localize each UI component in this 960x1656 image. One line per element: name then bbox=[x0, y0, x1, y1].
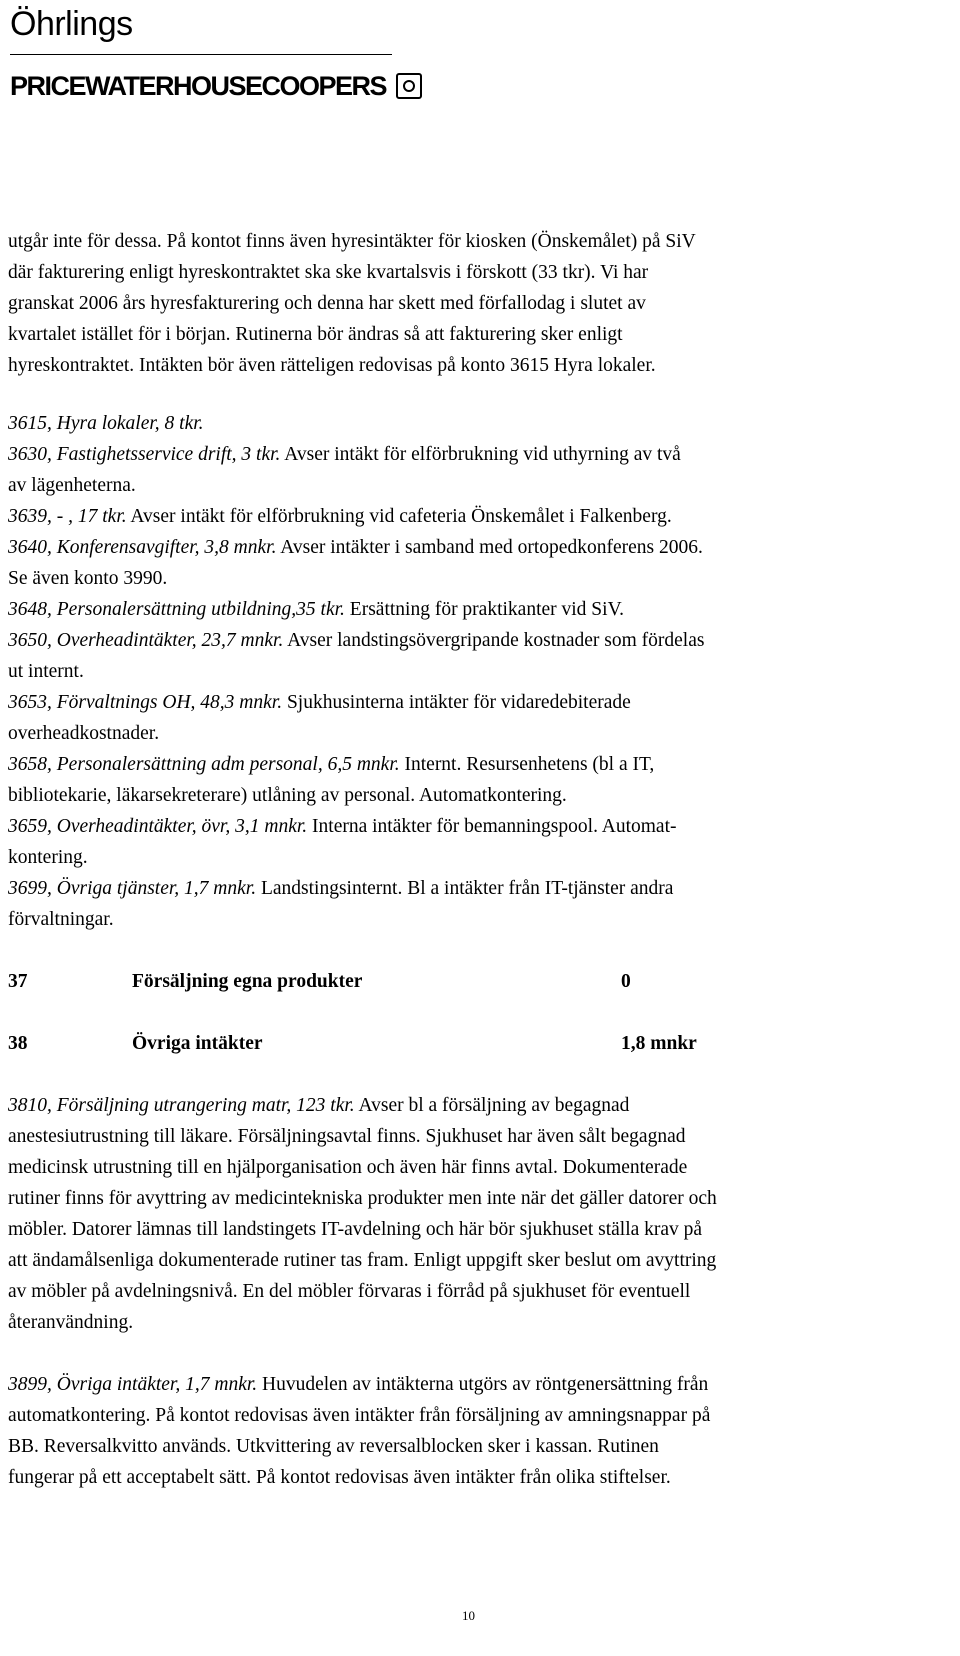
logo-ohrlings: Öhrlings bbox=[10, 5, 133, 43]
intro-line: hyreskontraktet. Intäkten bör även rätteligen redovisas på konto 3615 Hyra lokaler. bbox=[8, 355, 656, 376]
paragraph-line: fungerar på ett acceptabelt sätt. På kontot redovisas även intäkter från olika stiftelser. bbox=[8, 1467, 671, 1488]
section-number: 38 bbox=[8, 1033, 28, 1054]
section-title: Övriga intäkter bbox=[132, 1033, 263, 1054]
section-title: Försäljning egna produkter bbox=[132, 971, 363, 992]
account-text: Huvudelen av intäkterna utgörs av röntgenersättning från bbox=[257, 1374, 709, 1395]
paragraph-line: anestesiutrustning till läkare. Försäljningsavtal finns. Sjukhuset har även sålt begagnad bbox=[8, 1126, 686, 1147]
account-text: Ersättning för praktikanter vid SiV. bbox=[344, 599, 625, 620]
paragraph-line: att ändamålsenliga dokumenterade rutiner tas fram. Enligt uppgift sker beslut om avyttring bbox=[8, 1250, 717, 1271]
intro-line: där fakturering enligt hyreskontraktet ska ske kvartalsvis i förskott (33 tkr). Vi har bbox=[8, 262, 649, 283]
account-text: Sjukhusinterna intäkter för vidaredebiterade bbox=[282, 692, 631, 713]
account-key: 3653, Förvaltnings OH, 48,3 mnkr. bbox=[8, 692, 283, 713]
document-body bbox=[8, 226, 938, 1493]
account-3640-cont: Se även konto 3990. bbox=[8, 568, 168, 589]
logo-divider bbox=[10, 54, 392, 55]
account-key: 3639, - , 17 tkr. bbox=[8, 506, 127, 527]
paragraph-line: återanvändning. bbox=[8, 1312, 134, 1333]
account-3658-cont: bibliotekarie, läkarsekreterare) utlåning av personal. Automatkontering. bbox=[8, 785, 567, 806]
registered-mark-icon bbox=[396, 73, 422, 99]
account-3648 bbox=[8, 594, 938, 625]
account-3650 bbox=[8, 625, 938, 656]
account-key: 3699, Övriga tjänster, 1,7 mnkr. bbox=[8, 878, 257, 899]
account-key: 3630, Fastighetsservice drift, 3 tkr. bbox=[8, 444, 281, 465]
account-3810 bbox=[8, 1090, 938, 1121]
account-3653-cont: overheadkostnader. bbox=[8, 723, 160, 744]
account-key: 3659, Overheadintäkter, övr, 3,1 mnkr. bbox=[8, 816, 308, 837]
account-3630 bbox=[8, 439, 938, 470]
account-3640 bbox=[8, 532, 938, 563]
intro-line: granskat 2006 års hyresfakturering och denna har skett med förfallodag i slutet av bbox=[8, 293, 646, 314]
account-text: Avser intäkt för elförbrukning vid uthyrning av två bbox=[280, 444, 681, 465]
account-key: 3650, Overheadintäkter, 23,7 mnkr. bbox=[8, 630, 284, 651]
account-text: Avser bl a försäljning av begagnad bbox=[354, 1095, 630, 1116]
account-3653 bbox=[8, 687, 938, 718]
account-key: 3615, Hyra lokaler, 8 tkr. bbox=[8, 413, 204, 434]
account-key: 3899, Övriga intäkter, 1,7 mnkr. bbox=[8, 1374, 258, 1395]
account-3659-cont: kontering. bbox=[8, 847, 88, 868]
account-text: Avser landstingsövergripande kostnader som fördelas bbox=[283, 630, 705, 651]
account-text: Landstingsinternt. Bl a intäkter från IT-tjänster andra bbox=[256, 878, 674, 899]
account-3658 bbox=[8, 749, 938, 780]
account-key: 3648, Personalersättning utbildning,35 tkr. bbox=[8, 599, 345, 620]
section-amount: 0 bbox=[621, 971, 631, 992]
account-text: Avser intäkter i samband med ortopedkonferens 2006. bbox=[276, 537, 703, 558]
paragraph-line: automatkontering. På kontot redovisas även intäkter från försäljning av amningsnappar på bbox=[8, 1405, 711, 1426]
section-number: 37 bbox=[8, 971, 28, 992]
paragraph-line: medicinsk utrustning till en hjälporganisation och även här finns avtal. Dokumenterade bbox=[8, 1157, 688, 1178]
logo-pwc-text: PRICEWATERHOUSECOOPERS bbox=[10, 71, 387, 101]
account-text: Avser intäkt för elförbrukning vid cafeteria Önskemålet i Falkenberg. bbox=[126, 506, 672, 527]
page-number: 10 bbox=[462, 1608, 475, 1623]
section-heading-38 bbox=[8, 1028, 938, 1059]
account-key: 3658, Personalersättning adm personal, 6,5 mnkr. bbox=[8, 754, 400, 775]
paragraph-line: rutiner finns för avyttring av medicintekniska produkter men inte när det gäller datorer och bbox=[8, 1188, 717, 1209]
page-header bbox=[10, 4, 422, 103]
account-key: 3810, Försäljning utrangering matr, 123 tkr. bbox=[8, 1095, 355, 1116]
account-3659 bbox=[8, 811, 938, 842]
paragraph-line: möbler. Datorer lämnas till landstingets IT-avdelning och här bör sjukhuset ställa krav på bbox=[8, 1219, 703, 1240]
account-3650-cont: ut internt. bbox=[8, 661, 84, 682]
account-3699-cont: förvaltningar. bbox=[8, 909, 114, 930]
section-heading-37 bbox=[8, 966, 938, 997]
account-key: 3640, Konferensavgifter, 3,8 mnkr. bbox=[8, 537, 277, 558]
paragraph-line: BB. Reversalkvitto används. Utkvittering av reversalblocken sker i kassan. Rutinen bbox=[8, 1436, 659, 1457]
account-3699 bbox=[8, 873, 938, 904]
account-text: Interna intäkter för bemanningspool. Automat- bbox=[307, 816, 677, 837]
account-3639 bbox=[8, 501, 938, 532]
logo-pwc bbox=[10, 69, 422, 103]
paragraph-line: av möbler på avdelningsnivå. En del möbler förvaras i förråd på sjukhuset för eventuell bbox=[8, 1281, 691, 1302]
intro-line: utgår inte för dessa. På kontot finns även hyresintäkter för kiosken (Önskemålet) på SiV bbox=[8, 231, 696, 252]
account-3899 bbox=[8, 1369, 938, 1400]
intro-line: kvartalet istället för i början. Rutinerna bör ändras så att fakturering sker enligt bbox=[8, 324, 623, 345]
account-text: Internt. Resursenhetens (bl a IT, bbox=[399, 754, 655, 775]
account-3630-cont: av lägenheterna. bbox=[8, 475, 136, 496]
account-3615 bbox=[8, 408, 938, 439]
section-amount: 1,8 mnkr bbox=[621, 1033, 697, 1054]
